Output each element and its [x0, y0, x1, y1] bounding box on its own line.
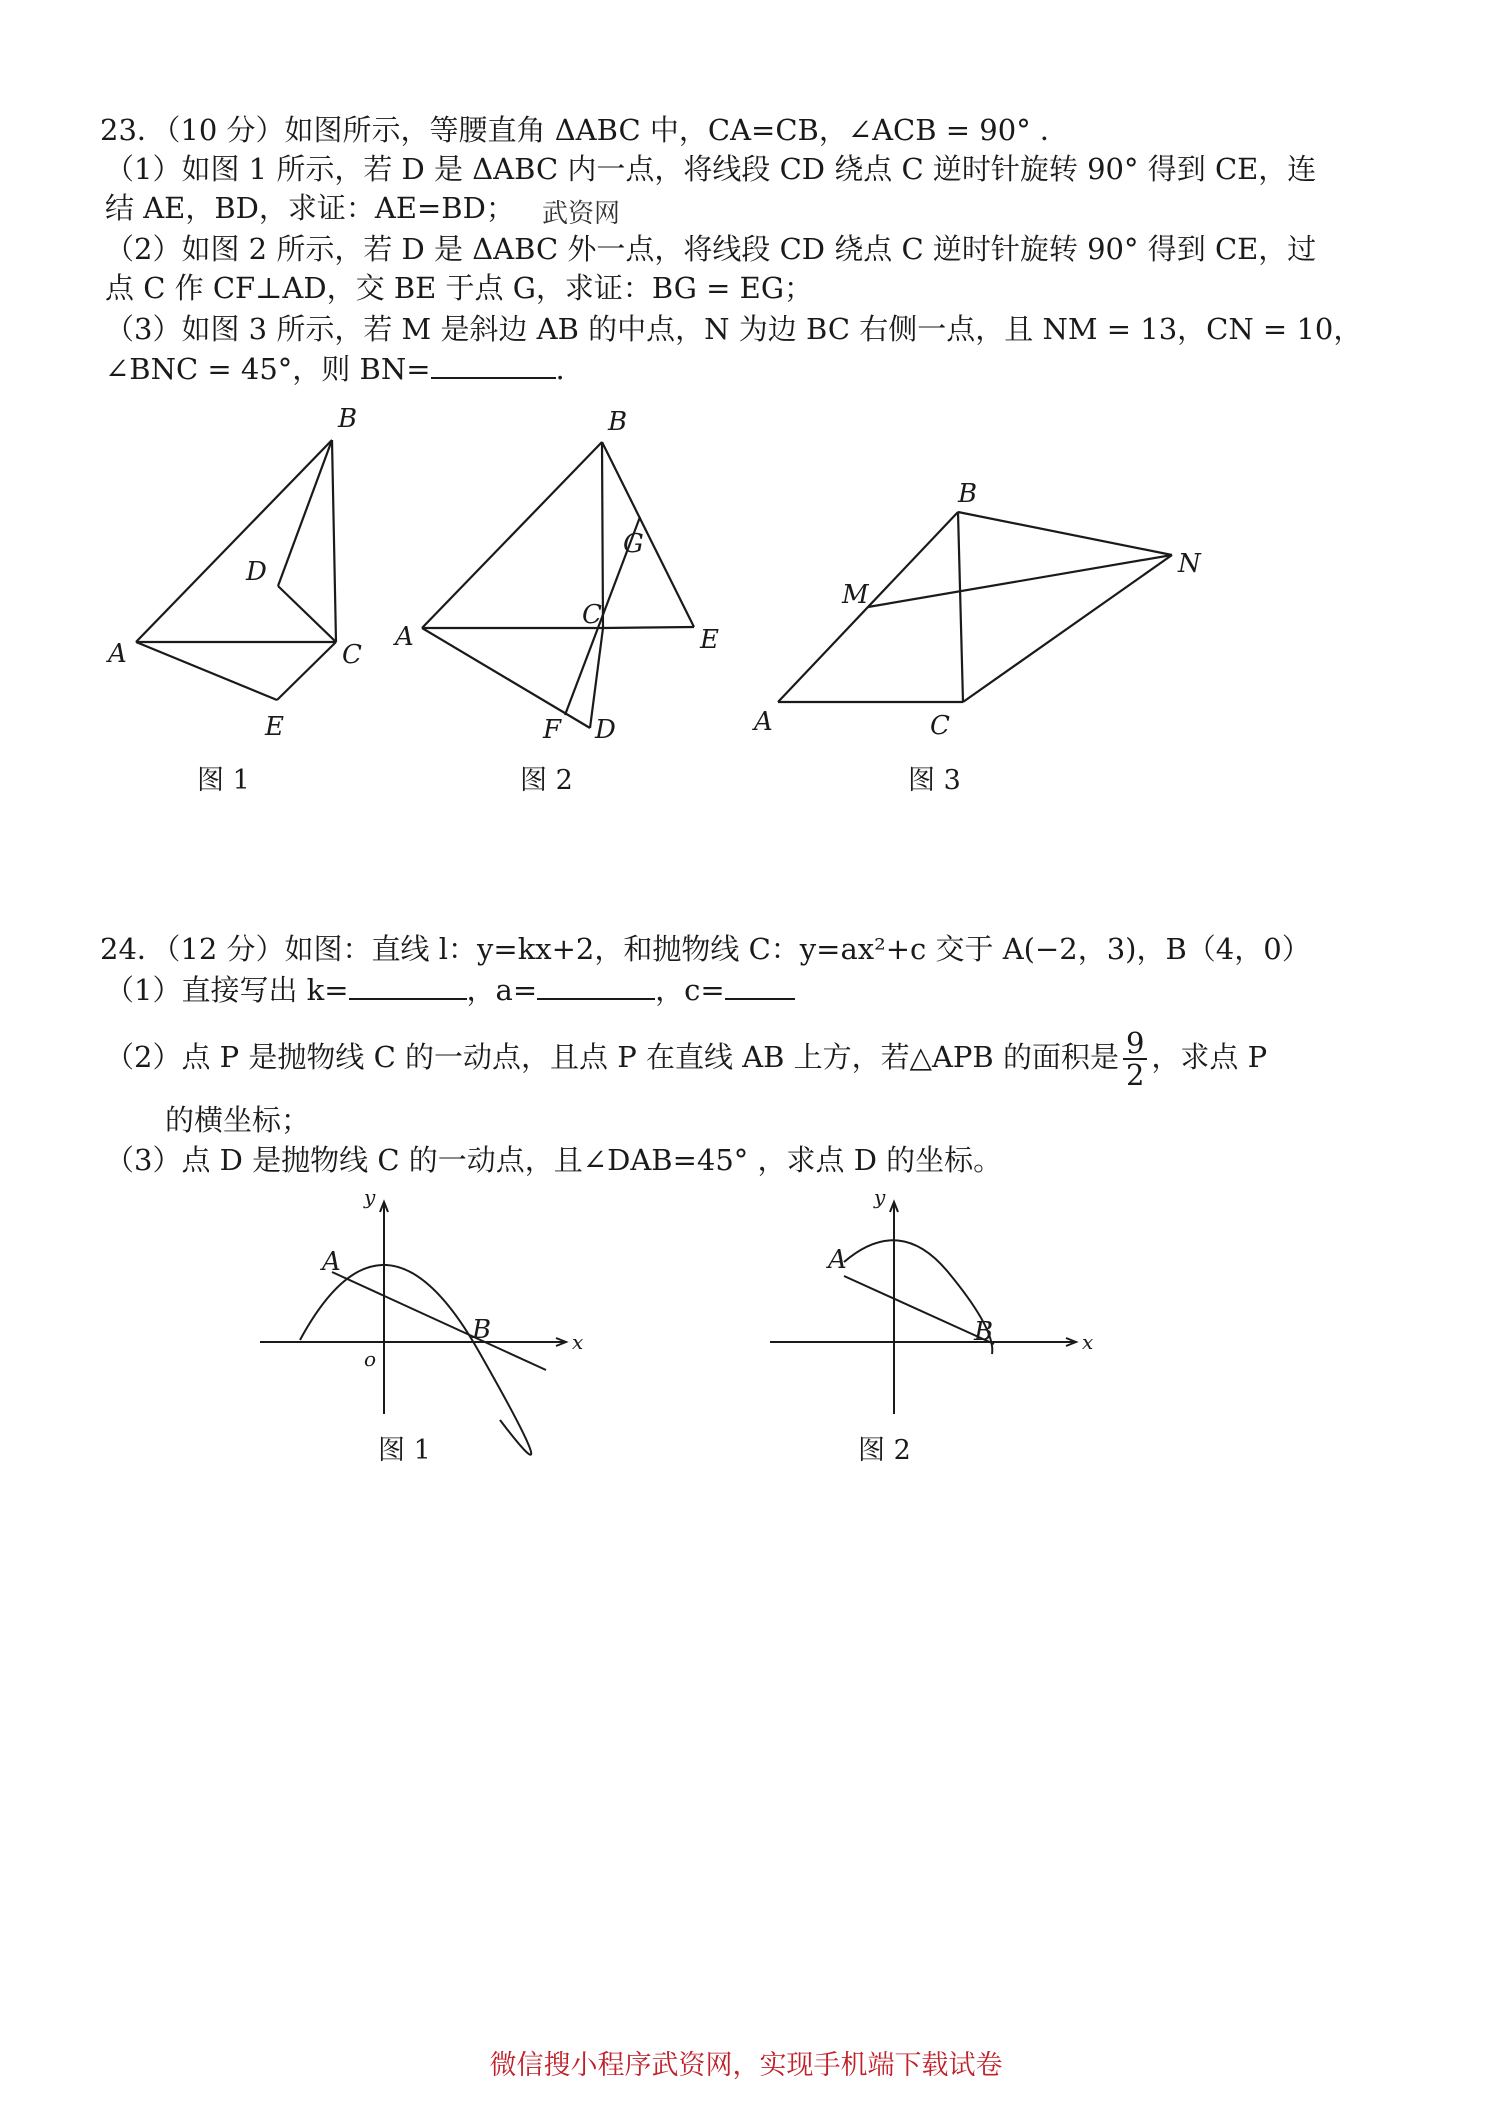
fig2-label-c: C	[582, 600, 602, 630]
q24-graph1-caption: 图 1	[378, 1435, 431, 1466]
q23-part3-end: .	[555, 352, 565, 386]
answer-blank-bn	[431, 351, 556, 379]
fig3-label-b: B	[958, 479, 978, 509]
q24-part2-line1	[105, 1022, 1267, 1092]
fig2-label-d: D	[595, 715, 616, 745]
graph2-label-x: x	[1082, 1330, 1094, 1354]
fig1-label-b: B	[338, 404, 358, 434]
graph2-label-y: y	[874, 1185, 886, 1209]
q24-part2-text: （2）点 P 是抛物线 C 的一动点，且点 P 在直线 AB 上方，若△APB 的面积是	[105, 1040, 1119, 1074]
fig1-label-c: C	[342, 640, 362, 670]
q23-fig2-caption: 图 2	[520, 765, 573, 796]
fig1-label-e: E	[265, 712, 284, 742]
answer-blank-a	[537, 972, 655, 1000]
q23-part1-line2: 结 AE，BD，求证：AE=BD；	[105, 191, 515, 225]
q23-fig3-caption: 图 3	[908, 765, 961, 796]
watermark-text: 武资网	[542, 199, 621, 229]
q23-part3-text: ∠BNC = 45°，则 BN=	[105, 352, 431, 386]
q24-header: 24．（12 分）如图：直线 l：y=kx+2，和抛物线 C：y=ax²+c 交于 A(−2，3)，B（4，0）	[100, 932, 1311, 966]
q23-part2-line2: 点 C 作 CF⊥AD，交 BE 于点 G，求证：BG = EG；	[105, 271, 814, 305]
q23-part3-line1: （3）如图 3 所示，若 M 是斜边 AB 的中点，N 为边 BC 右侧一点，且 NM = 13，CN = 10，	[105, 312, 1363, 346]
q23-figure-3	[740, 479, 1201, 741]
fraction-denominator: 2	[1125, 1058, 1145, 1092]
fig3-label-n: N	[1178, 549, 1201, 579]
graph1-label-y: y	[364, 1185, 376, 1209]
q23-fig1-caption: 图 1	[197, 765, 250, 796]
answer-blank-k	[349, 972, 467, 1000]
q23-header: 23．（10 分）如图所示，等腰直角 ΔABC 中，CA=CB，∠ACB = 90° ．	[100, 113, 1069, 147]
fig3-label-c: C	[930, 711, 950, 741]
q23-figure-1	[100, 400, 362, 742]
fig3-label-m: M	[842, 580, 869, 610]
fig1-label-a: A	[108, 639, 127, 669]
q23-figure-2	[390, 400, 720, 745]
q24-part3: （3）点 D 是抛物线 C 的一动点，且∠DAB=45° ，求点 D 的坐标。	[105, 1143, 1003, 1177]
graph2-label-b: B	[974, 1317, 994, 1347]
graph2-label-a: A	[828, 1245, 847, 1275]
graph1-label-o: o	[364, 1347, 377, 1371]
fig1-label-d: D	[246, 557, 267, 587]
fig3-label-a: A	[754, 707, 773, 737]
q24-part1-c-label: ，c=	[655, 973, 725, 1007]
answer-blank-c	[725, 972, 795, 1000]
fig2-label-a: A	[395, 622, 414, 652]
q23-part1-line1: （1）如图 1 所示，若 D 是 ΔABC 内一点，将线段 CD 绕点 C 逆时针旋转 90° 得到 CE，连	[105, 152, 1317, 186]
footer-promo-text: 微信搜小程序武资网，实现手机端下载试卷	[489, 2050, 1003, 2081]
fraction-nine-halves	[1123, 1028, 1147, 1090]
q24-part1	[105, 972, 795, 1007]
q24-part2-end: ，求点 P	[1151, 1040, 1268, 1074]
q23-part3-line2	[105, 351, 565, 386]
q24-part2-line2: 的横坐标；	[165, 1103, 311, 1137]
q23-part2-line1: （2）如图 2 所示，若 D 是 ΔABC 外一点，将线段 CD 绕点 C 逆时针旋转 90° 得到 CE，过	[105, 232, 1317, 266]
q24-graph-2	[770, 1185, 1100, 1440]
graph1-label-b: B	[472, 1315, 492, 1345]
graph1-label-x: x	[572, 1330, 584, 1354]
q24-graph2-caption: 图 2	[858, 1435, 911, 1466]
q24-part1-k-label: （1）直接写出 k=	[105, 973, 349, 1007]
fraction-numerator: 9	[1123, 1028, 1147, 1060]
q24-graph-1	[260, 1185, 590, 1440]
fig2-label-g: G	[623, 529, 644, 559]
q24-part1-a-label: ，a=	[466, 973, 538, 1007]
fig2-label-b: B	[608, 407, 628, 437]
fig2-label-f: F	[543, 715, 562, 745]
fig2-label-e: E	[700, 625, 719, 655]
graph1-label-a: A	[322, 1247, 341, 1277]
